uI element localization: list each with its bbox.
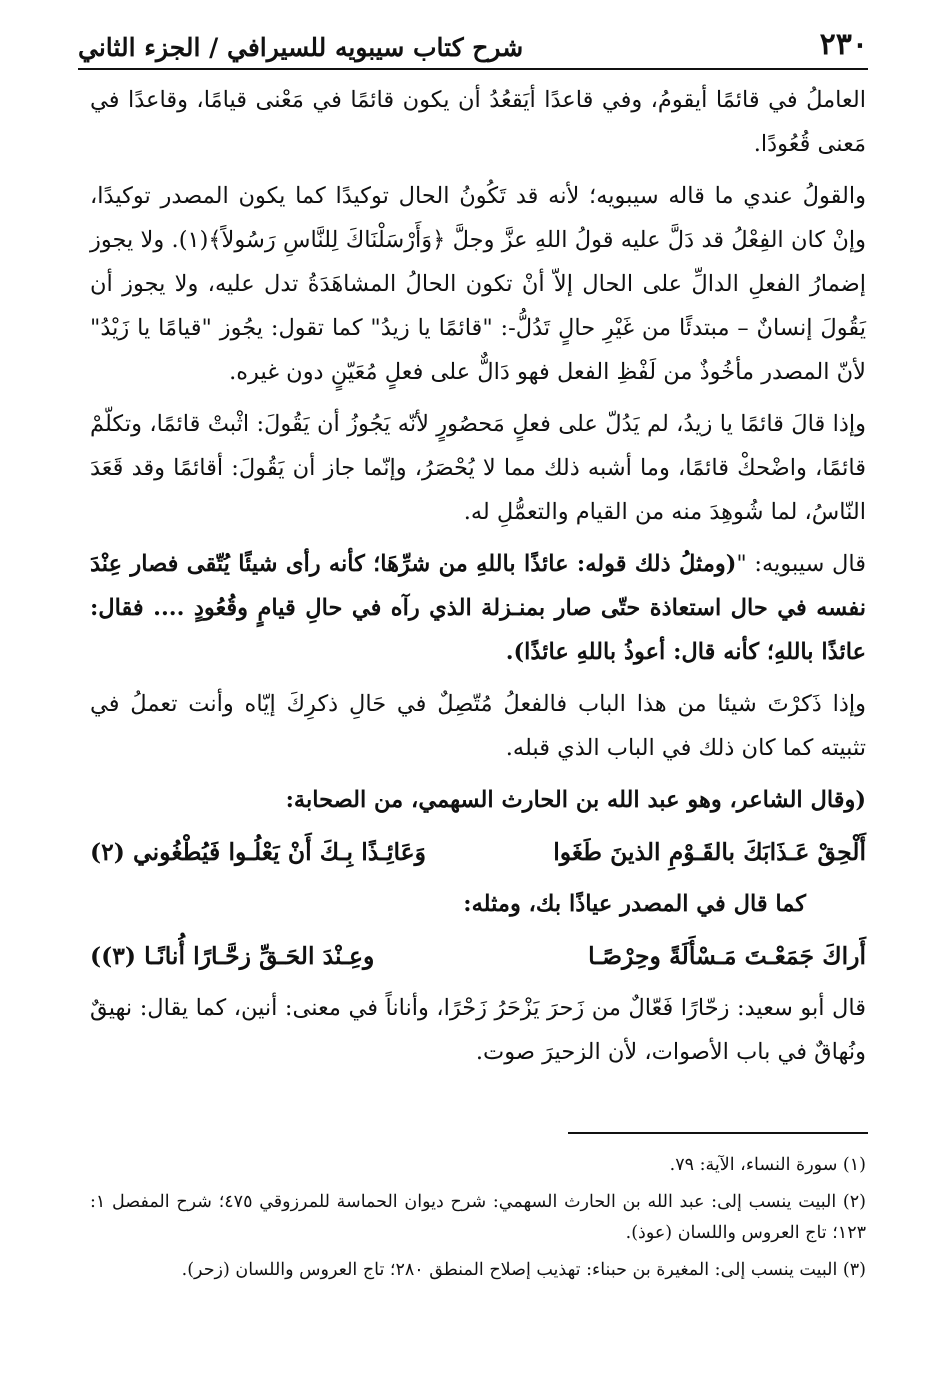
page-number: ٢٣٠: [819, 27, 868, 62]
page-header: [78, 14, 868, 70]
masdar-line: كما قال في المصدر عياذًا بك، ومثله:: [463, 891, 806, 917]
abu-said-paragraph: قال أبو سعيد: زحّارًا فَعّالٌ من زَحرَ يَزْحَرُ زَحْرًا، وأناناً في معنى: أنين، كما يقال: نهيقٌ ونُهاقٌ في باب الأصوات، لأن الزحيرَ صوت.: [90, 995, 866, 1065]
paragraph-2: والقولُ عندي ما قاله سيبويه؛ لأنه قد تَكُونُ الحال توكيدًا كما يكون المصدر توكيدًا، وإنْ كان الفِعْلُ قد دَلَّ عليه قولُ اللهِ عزَّ وجلَّ ﴿وَأَرْسَلْنَاكَ لِلنَّاسِ رَسُولاً﴾(١). ولا يجوز إضمارُ الفعلِ الدالِّ على الحال إلاّ أنْ تكون الحالُ المشاهَدَةُ تدل عليه، ولا يجوز أن يَقُولَ إنسانٌ – مبتدئًا من غَيْرِ حالٍ تَدُلُّ-: "قائمًا يا زيدُ" كما تقول: يجُوز "قيامًا يا زَيْدُ" لأنّ المصدر مأخُوذٌ من لَفْظِ الفعل فهو دَالٌّ على فعلٍ مُعَيّنٍ دون غيره.: [90, 183, 866, 385]
verse-1-first-hemistich: أَلْحِقْ عَـذَابَكَ بالقَـوْمِ الذينَ طَغَوا: [553, 838, 866, 866]
verse-2-first-hemistich: أَراكَ جَمَعْـتَ مَـسْأَلَةً وحِرْصًـا: [588, 942, 866, 970]
footnote-2: (٢) البيت ينسب إلى: عبد الله بن الحارث السهمي: شرح ديوان الحماسة للمرزوقي ٤٧٥؛ شرح المفصل ١: ١٢٣؛ تاج العروس واللسان (عوذ).: [90, 1192, 866, 1243]
quote-lead: قال سيبويه: ": [736, 551, 866, 577]
footnote-3: (٣) البيت ينسب إلى: المغيرة بن حبناء: تهذيب إصلاح المنطق ٢٨٠؛ تاج العروس واللسان (زحر).: [181, 1260, 866, 1280]
paragraph-4: وإذا ذَكرْتَ شيئا من هذا الباب فالفعلُ مُتّصِلٌ في حَالِ ذكرِكَ إيّاه وأنت تعملُ في تثبيته كما كان ذلك في الباب الذي قبله.: [90, 691, 866, 761]
verse-2-second-hemistich: وعِـنْدَ الحَـقِّ زحَّـارًا أُنانًـا (٣)): [90, 942, 375, 970]
sibawayh-quote-paragraph: [90, 542, 866, 674]
verse-1-second-hemistich: وَعَائِـذًا بِـكَ أَنْ يَعْلُـوا فَيُطْغُوني (٢): [90, 838, 427, 866]
running-title: شرح كتاب سيبويه للسيرافي / الجزء الثاني: [78, 33, 524, 62]
footnote-separator: [568, 1132, 868, 1134]
verse-1: [90, 830, 866, 874]
verse-2: [90, 934, 866, 978]
paragraph-1: العاملُ في قائمًا أيقومُ، وفي قاعدًا أيَقعُدُ أن يكون قائمًا في مَعْنى قيامًا، وقاعدًا في مَعنى قُعُودًا.: [90, 87, 866, 157]
footnote-1: (١) سورة النساء، الآية: ٧٩.: [669, 1155, 866, 1175]
footnotes: [90, 1150, 866, 1292]
poet-introduction: (وقال الشاعر، وهو عبد الله بن الحارث السهمي، من الصحابة:: [285, 787, 866, 813]
quote-text: (ومثلُ ذلك قوله: عائذًا باللهِ من شرِّهَا؛ كأنه رأى شيئًا يُتّقى فصار عِنْدَ نفسه في حال استعاذة حتّى صار بمنـزلة الذي رآه في حالِ قيامٍ وقُعُودٍ .... فقال: عائذًا باللهِ؛ كأنه قال: أعوذُ باللهِ عائذًا).: [90, 551, 866, 665]
main-text: [90, 78, 866, 1082]
paragraph-3: وإذا قالَ قائمًا يا زيدُ، لم يَدُلّ على فعلٍ مَحصُورٍ لأنّه يَجُوزُ أن يَقُولَ: اثْبتْ قائمًا، وتكلّمْ قائمًا، واضْحكْ قائمًا، وما أشبه ذلك مما لا يُحْصَرُ، وإنّما جاز أن يَقُولَ: أقائمًا وقد قَعَدَ النّاسُ، لما شُوهِدَ منه من القيام والتعمُّلِ له.: [90, 411, 866, 525]
